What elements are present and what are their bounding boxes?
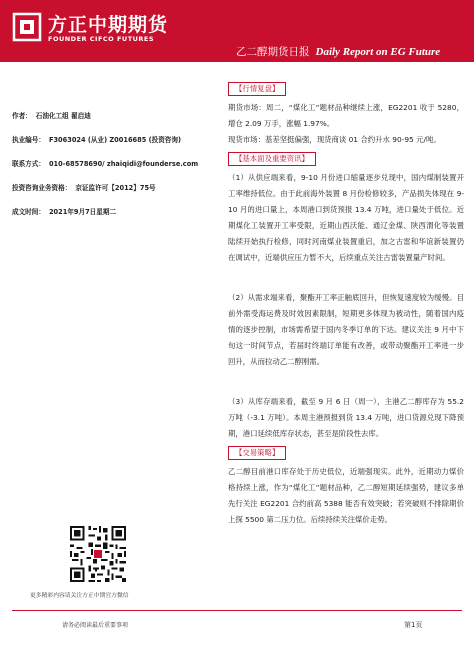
report-title [236, 44, 440, 59]
meta-value: F3063024 (从业) Z0016685 (投资咨询) [48, 136, 181, 144]
logo-mark-icon [12, 12, 42, 42]
meta-qualification [12, 182, 156, 192]
report-title-en: Daily Report on EG Future [315, 46, 441, 58]
company-logo [12, 10, 232, 50]
meta-label: 成文时间： [12, 208, 45, 216]
market-spot-paragraph: 现货市场：基差坚挺偏强，现货商谈 01 合约升水 90-95 元/吨。 [228, 135, 441, 144]
demand-paragraph: （2）从需求端来看，聚酯开工率正触底回升，但恢复速度较为缓慢。目前外需受海运费及时效因素限制，短期更多体现为被动性，随着国内疫情的逐步控制，市场需希望于国内冬季订单的下达。建议关注 9 月中下旬这一时间节点，若届时终端订单能有改善，或带动聚酯开工率进一步回升，从而拉动乙二醇刚需。 [228, 293, 464, 366]
meta-value: 2021年9月7日星期二 [48, 208, 117, 216]
meta-label: 作者： [12, 112, 32, 120]
logo-text-en: FOUNDER CIFCO FUTURES [48, 35, 155, 43]
meta-label: 投资咨询业务资格： [12, 184, 72, 192]
meta-value: 京证监许可【2012】75号 [75, 184, 156, 192]
footer-divider [12, 610, 462, 611]
market-futures-paragraph: 期货市场：周二，“煤化工”题材品种继续上涨，EG2201 收于 5280，增仓 2.09 万手，涨幅 1.97%。 [228, 103, 464, 128]
inventory-paragraph: （3）从库存端来看，截至 9 月 6 日（周一），主港乙二醇库存为 55.2 万吨（-3.1 万吨）。本周主港预报到货 13.4 万吨，进口货源兑现下降预期，港口延续低库存状态，甚至是阶段性去库。 [228, 397, 464, 438]
report-title-cn: 乙二醇期货日报 [236, 46, 310, 58]
meta-value: 石油化工组 翟启迪 [35, 112, 91, 120]
meta-author [12, 110, 91, 120]
qr-caption: 更多精彩内容请关注方正中期官方微信 [30, 593, 129, 599]
footer-disclaimer: 请务必阅读最后重要事项 [62, 622, 129, 629]
meta-label: 联系方式： [12, 160, 45, 168]
section-label-market-review: 【行情复盘】 [228, 82, 286, 96]
meta-license [12, 134, 181, 144]
section-label-strategy: 【交易策略】 [228, 446, 286, 460]
section-label-fundamentals: 【基本面及重要资讯】 [228, 152, 316, 166]
meta-value: 010-68578690/ zhaiqidi@founderse.com [48, 160, 199, 168]
meta-label: 执业编号： [12, 136, 45, 144]
strategy-paragraph: 乙二醇目前港口库存处于历史低位，近端强现实。此外，近期动力煤价格持续上涨，作为“煤化工”题材品种，乙二醇短期延续强势，建议多单先行关注 EG2201 合约前高 5388 能否有效突破；若突破则不排除期价上探 5500 第二压力位。后续持续关注煤价走势。 [228, 467, 464, 524]
meta-date [12, 206, 116, 216]
wechat-qr-code [68, 524, 128, 584]
logo-text-cn: 方正中期期货 [48, 14, 169, 36]
meta-contact [12, 158, 198, 168]
page-number: 第1页 [404, 621, 423, 629]
supply-paragraph: （1）从供应端来看，9-10 月份进口缩量逐步兑现中，国内煤制装置开工率维持低位。由于此前海外装置 8 月份检修较多，产品损失体现在 9-10 月的进口量上，本周港口到货预报 13.4 万吨，进口量处于低位。近期煤化工装置开工率受限，近期山西沃能、通辽金煤、陕西渭化等装置陆续开始执行检修，同时河南煤业装置重启，加之古雷和华谊新装置仍在调试中，近端供应压力暂不大，后续重点关注古雷装置量产时间。 [228, 173, 464, 262]
